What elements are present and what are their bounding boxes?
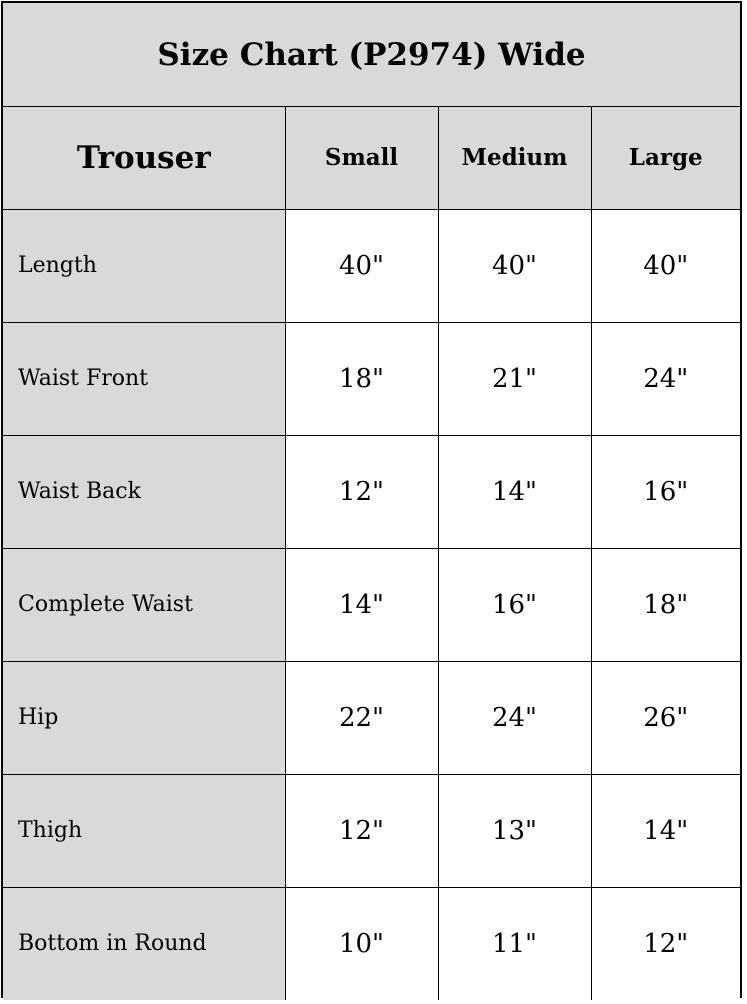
table-row [3, 209, 740, 322]
cell-large: 40" [591, 209, 740, 322]
header-trouser: Trouser [3, 107, 285, 209]
header-size-small: Small [285, 107, 438, 209]
cell-medium: 16" [438, 548, 591, 661]
cell-medium: 24" [438, 661, 591, 774]
cell-large: 26" [591, 661, 740, 774]
cell-small: 12" [285, 774, 438, 887]
size-chart [1, 1, 742, 998]
size-table [3, 107, 740, 1000]
row-label: Bottom in Round [3, 887, 285, 1000]
cell-medium: 11" [438, 887, 591, 1000]
cell-large: 24" [591, 322, 740, 435]
header-size-large: Large [591, 107, 740, 209]
table-header-row [3, 107, 740, 209]
cell-small: 14" [285, 548, 438, 661]
header-size-medium: Medium [438, 107, 591, 209]
table-row [3, 774, 740, 887]
cell-small: 40" [285, 209, 438, 322]
table-row [3, 887, 740, 1000]
cell-large: 18" [591, 548, 740, 661]
cell-large: 12" [591, 887, 740, 1000]
table-row [3, 322, 740, 435]
cell-small: 10" [285, 887, 438, 1000]
row-label: Hip [3, 661, 285, 774]
row-label: Waist Front [3, 322, 285, 435]
table-row [3, 661, 740, 774]
cell-large: 14" [591, 774, 740, 887]
row-label: Thigh [3, 774, 285, 887]
table-row [3, 435, 740, 548]
cell-medium: 40" [438, 209, 591, 322]
cell-medium: 21" [438, 322, 591, 435]
row-label: Length [3, 209, 285, 322]
table-row [3, 548, 740, 661]
row-label: Complete Waist [3, 548, 285, 661]
cell-small: 12" [285, 435, 438, 548]
chart-title: Size Chart (P2974) Wide [3, 3, 740, 107]
row-label: Waist Back [3, 435, 285, 548]
cell-medium: 14" [438, 435, 591, 548]
cell-large: 16" [591, 435, 740, 548]
cell-small: 18" [285, 322, 438, 435]
cell-small: 22" [285, 661, 438, 774]
cell-medium: 13" [438, 774, 591, 887]
